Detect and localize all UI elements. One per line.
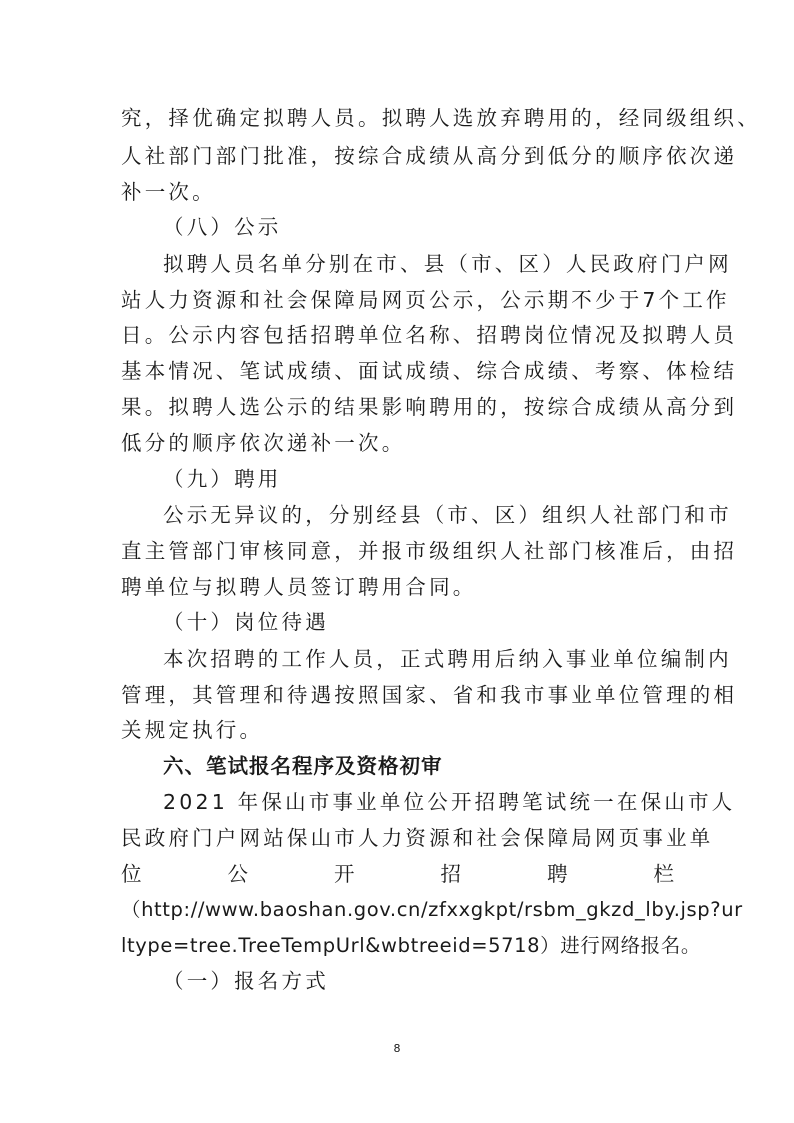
paragraph-line: 管理，其管理和待遇按照国家、省和我市事业单位管理的相 <box>121 683 738 707</box>
url-line: （http://www.baoshan.gov.cn/zfxxgkpt/rsbm_gkzd_lby.jsp?ur <box>121 898 743 921</box>
paragraph-line-spread <box>121 859 674 889</box>
section-heading: （一）报名方式 <box>163 969 329 993</box>
section-heading: （十）岗位待遇 <box>163 610 329 634</box>
section-heading: （九）聘用 <box>163 467 282 491</box>
paragraph-line: 2021 年保山市事业单位公开招聘笔试统一在保山市人 <box>163 790 736 814</box>
paragraph-line: 基本情况、笔试成绩、面试成绩、综合成绩、考察、体检结 <box>121 359 738 383</box>
paragraph-line: 拟聘人员名单分别在市、县（市、区）人民政府门户网 <box>163 252 732 276</box>
spread-word: 位 <box>121 862 142 886</box>
paragraph-line: 直主管部门审核同意，并报市级组织人社部门核准后，由招 <box>121 539 738 563</box>
paragraph-line: 日。公示内容包括招聘单位名称、招聘岗位情况及拟聘人员 <box>121 323 738 347</box>
paragraph-line: 人社部门部门批准，按综合成绩从高分到低分的顺序依次递 <box>121 144 738 168</box>
spread-word: 公 <box>227 862 248 886</box>
spread-word: 栏 <box>653 862 674 886</box>
spread-word: 招 <box>440 862 461 886</box>
paragraph-line: 本次招聘的工作人员，正式聘用后纳入事业单位编制内 <box>163 647 732 671</box>
paragraph-line: 关规定执行。 <box>121 718 264 742</box>
paragraph-line: 民政府门户网站保山市人力资源和社会保障局网页事业单 <box>121 826 714 850</box>
spread-word: 聘 <box>547 862 568 886</box>
page-number: 8 <box>393 1042 401 1055</box>
paragraph-line: 低分的顺序依次递补一次。 <box>121 431 406 455</box>
paragraph-line: 究，择优确定拟聘人员。拟聘人选放弃聘用的，经同级组织、 <box>121 106 761 130</box>
section-heading: （八）公示 <box>163 215 282 239</box>
spread-word: 开 <box>334 862 355 886</box>
paragraph-line: 公示无异议的，分别经县（市、区）组织人社部门和市 <box>163 503 732 527</box>
paragraph-line: 补一次。 <box>121 180 216 204</box>
paragraph-line: 聘单位与拟聘人员签订聘用合同。 <box>121 575 477 599</box>
chapter-heading: 六、笔试报名程序及资格初审 <box>163 754 443 778</box>
url-line: ltype=tree.TreeTempUrl&wbtreeid=5718）进行网络报名。 <box>121 934 701 957</box>
paragraph-line: 站人力资源和社会保障局网页公示，公示期不少于7个工作 <box>121 288 730 312</box>
paragraph-line: 果。拟聘人选公示的结果影响聘用的，按综合成绩从高分到 <box>121 395 738 419</box>
